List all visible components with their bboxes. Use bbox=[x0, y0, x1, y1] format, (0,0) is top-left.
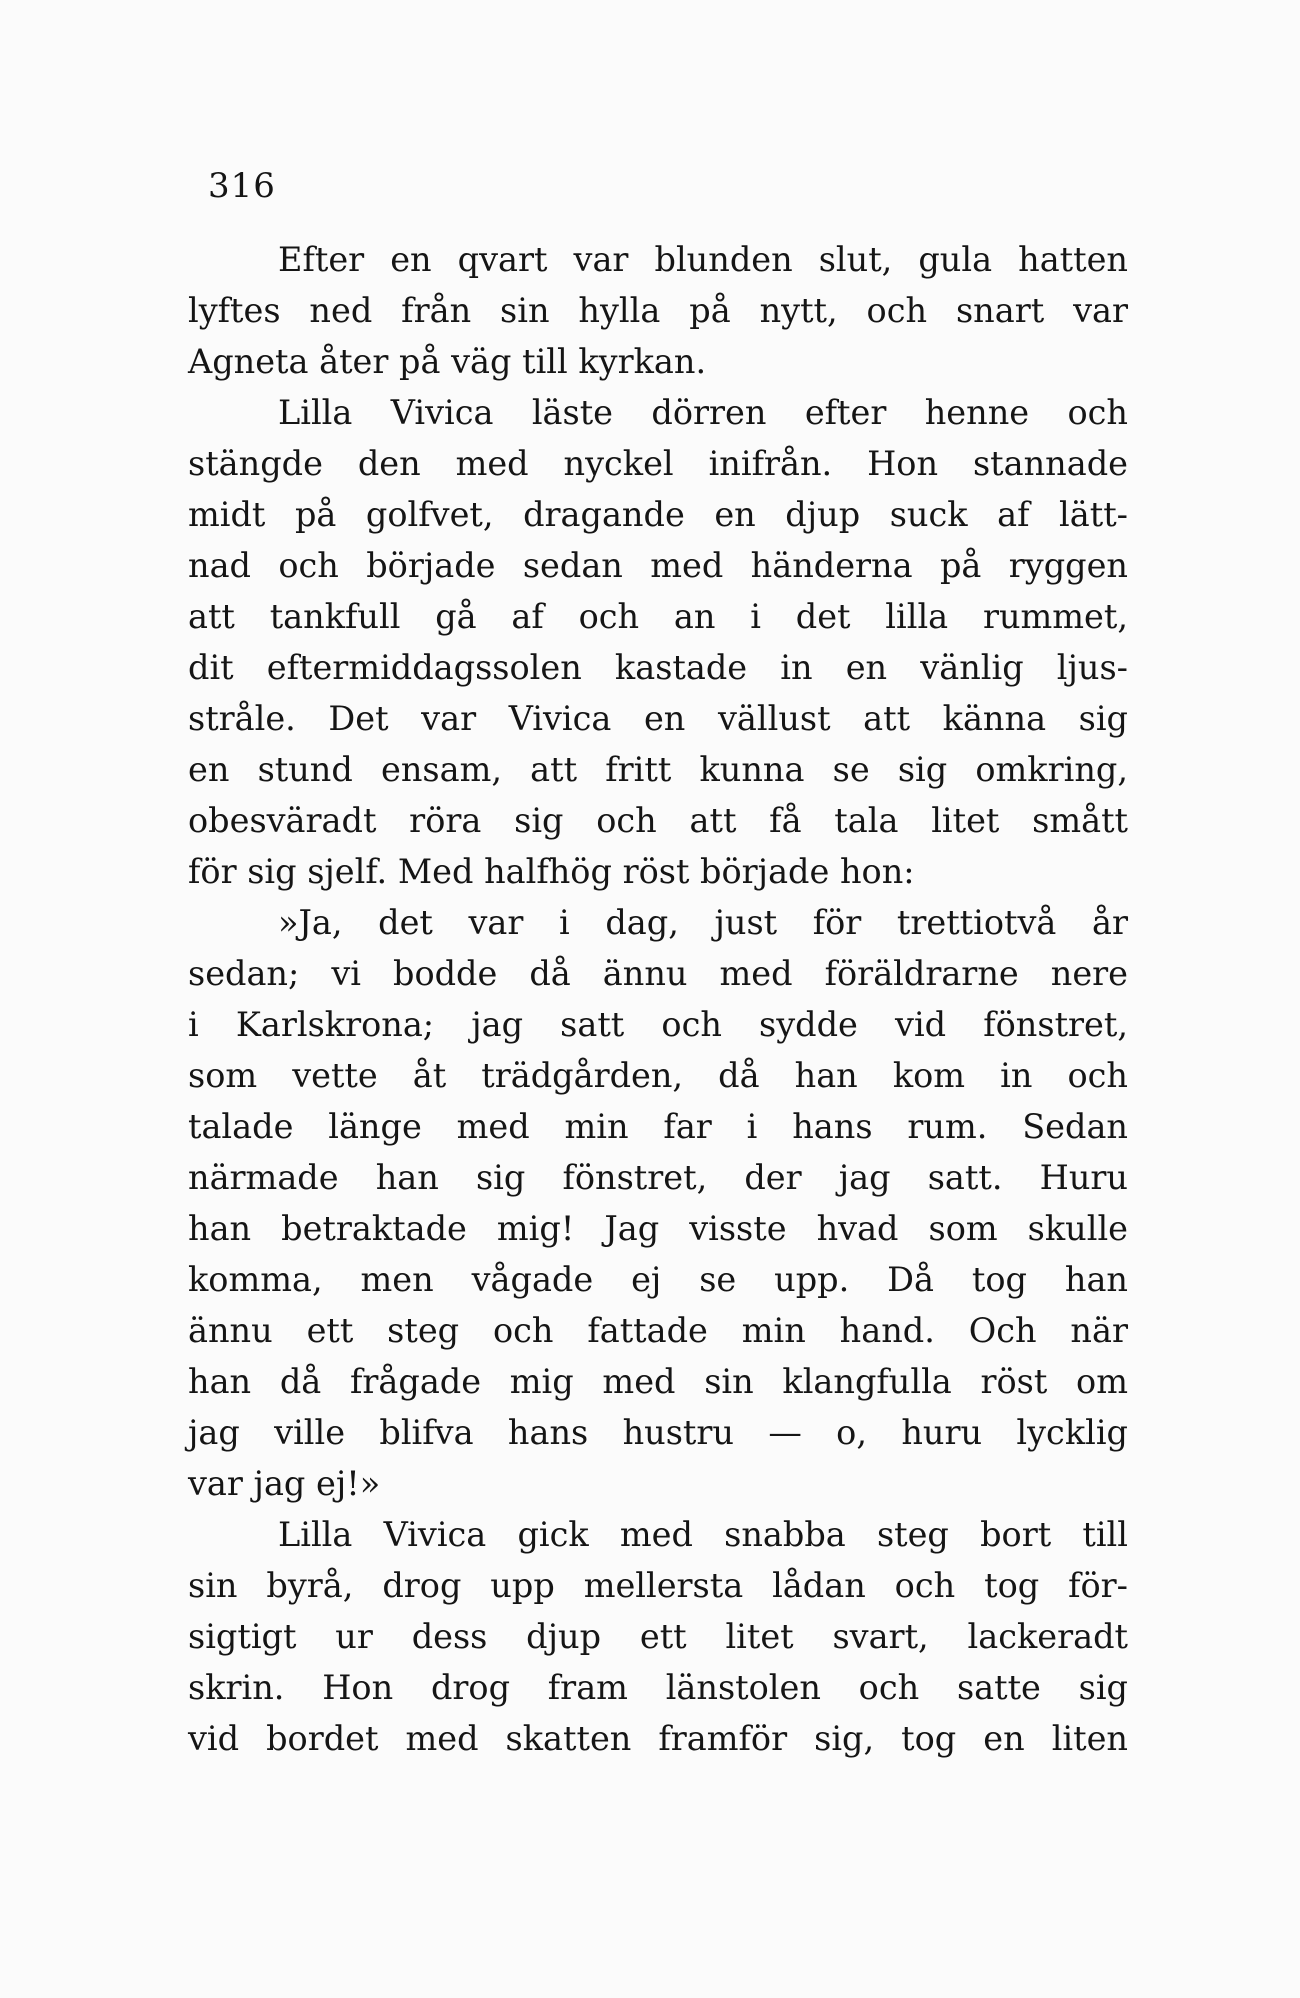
text-line: en stund ensam, att fritt kunna se sig omkring, bbox=[188, 750, 1128, 789]
text-line: jag ville blifva hans hustru — o, huru lycklig bbox=[188, 1413, 1128, 1452]
text-line: komma, men vågade ej se upp. Då tog han bbox=[188, 1260, 1128, 1299]
text-line: att tankfull gå af och an i det lilla rummet, bbox=[188, 597, 1128, 636]
text-line: han betraktade mig! Jag visste hvad som skulle bbox=[188, 1209, 1128, 1248]
text-line: obesväradt röra sig och att få tala litet smått bbox=[188, 801, 1128, 840]
text-line: lyftes ned från sin hylla på nytt, och snart var bbox=[188, 291, 1128, 330]
text-line: skrin. Hon drog fram länstolen och satte sig bbox=[188, 1668, 1128, 1707]
text-line: för sig sjelf. Med halfhög röst började hon: bbox=[188, 852, 915, 891]
text-line: i Karlskrona; jag satt och sydde vid fönstret, bbox=[188, 1005, 1128, 1044]
text-line: Lilla Vivica gick med snabba steg bort till bbox=[278, 1515, 1128, 1554]
text-line: Agneta åter på väg till kyrkan. bbox=[188, 342, 707, 381]
text-line: midt på golfvet, dragande en djup suck af lätt- bbox=[188, 495, 1128, 534]
text-line: dit eftermiddagssolen kastade in en vänlig ljus- bbox=[188, 648, 1128, 687]
text-line: sedan; vi bodde då ännu med föräldrarne nere bbox=[188, 954, 1128, 993]
text-line: talade länge med min far i hans rum. Sedan bbox=[188, 1107, 1128, 1146]
text-line: var jag ej!» bbox=[188, 1464, 381, 1503]
text-line: sigtigt ur dess djup ett litet svart, lackeradt bbox=[188, 1617, 1128, 1656]
text-line: Lilla Vivica läste dörren efter henne och bbox=[278, 393, 1128, 432]
text-line: stängde den med nyckel inifrån. Hon stannade bbox=[188, 444, 1128, 483]
text-line: Efter en qvart var blunden slut, gula hatten bbox=[278, 240, 1128, 279]
text-line: vid bordet med skatten framför sig, tog en liten bbox=[188, 1719, 1128, 1758]
text-line: sin byrå, drog upp mellersta lådan och tog för- bbox=[188, 1566, 1128, 1605]
text-line: nad och började sedan med händerna på ryggen bbox=[188, 546, 1128, 585]
text-line: »Ja, det var i dag, just för trettiotvå år bbox=[278, 903, 1128, 942]
text-line: närmade han sig fönstret, der jag satt. Huru bbox=[188, 1158, 1128, 1197]
page-number: 316 bbox=[208, 166, 276, 206]
text-line: stråle. Det var Vivica en vällust att känna sig bbox=[188, 699, 1128, 738]
text-line: som vette åt trädgården, då han kom in och bbox=[188, 1056, 1128, 1095]
text-line: han då frågade mig med sin klangfulla röst om bbox=[188, 1362, 1128, 1401]
body-text bbox=[188, 234, 1128, 1764]
text-line: ännu ett steg och fattade min hand. Och när bbox=[188, 1311, 1128, 1350]
